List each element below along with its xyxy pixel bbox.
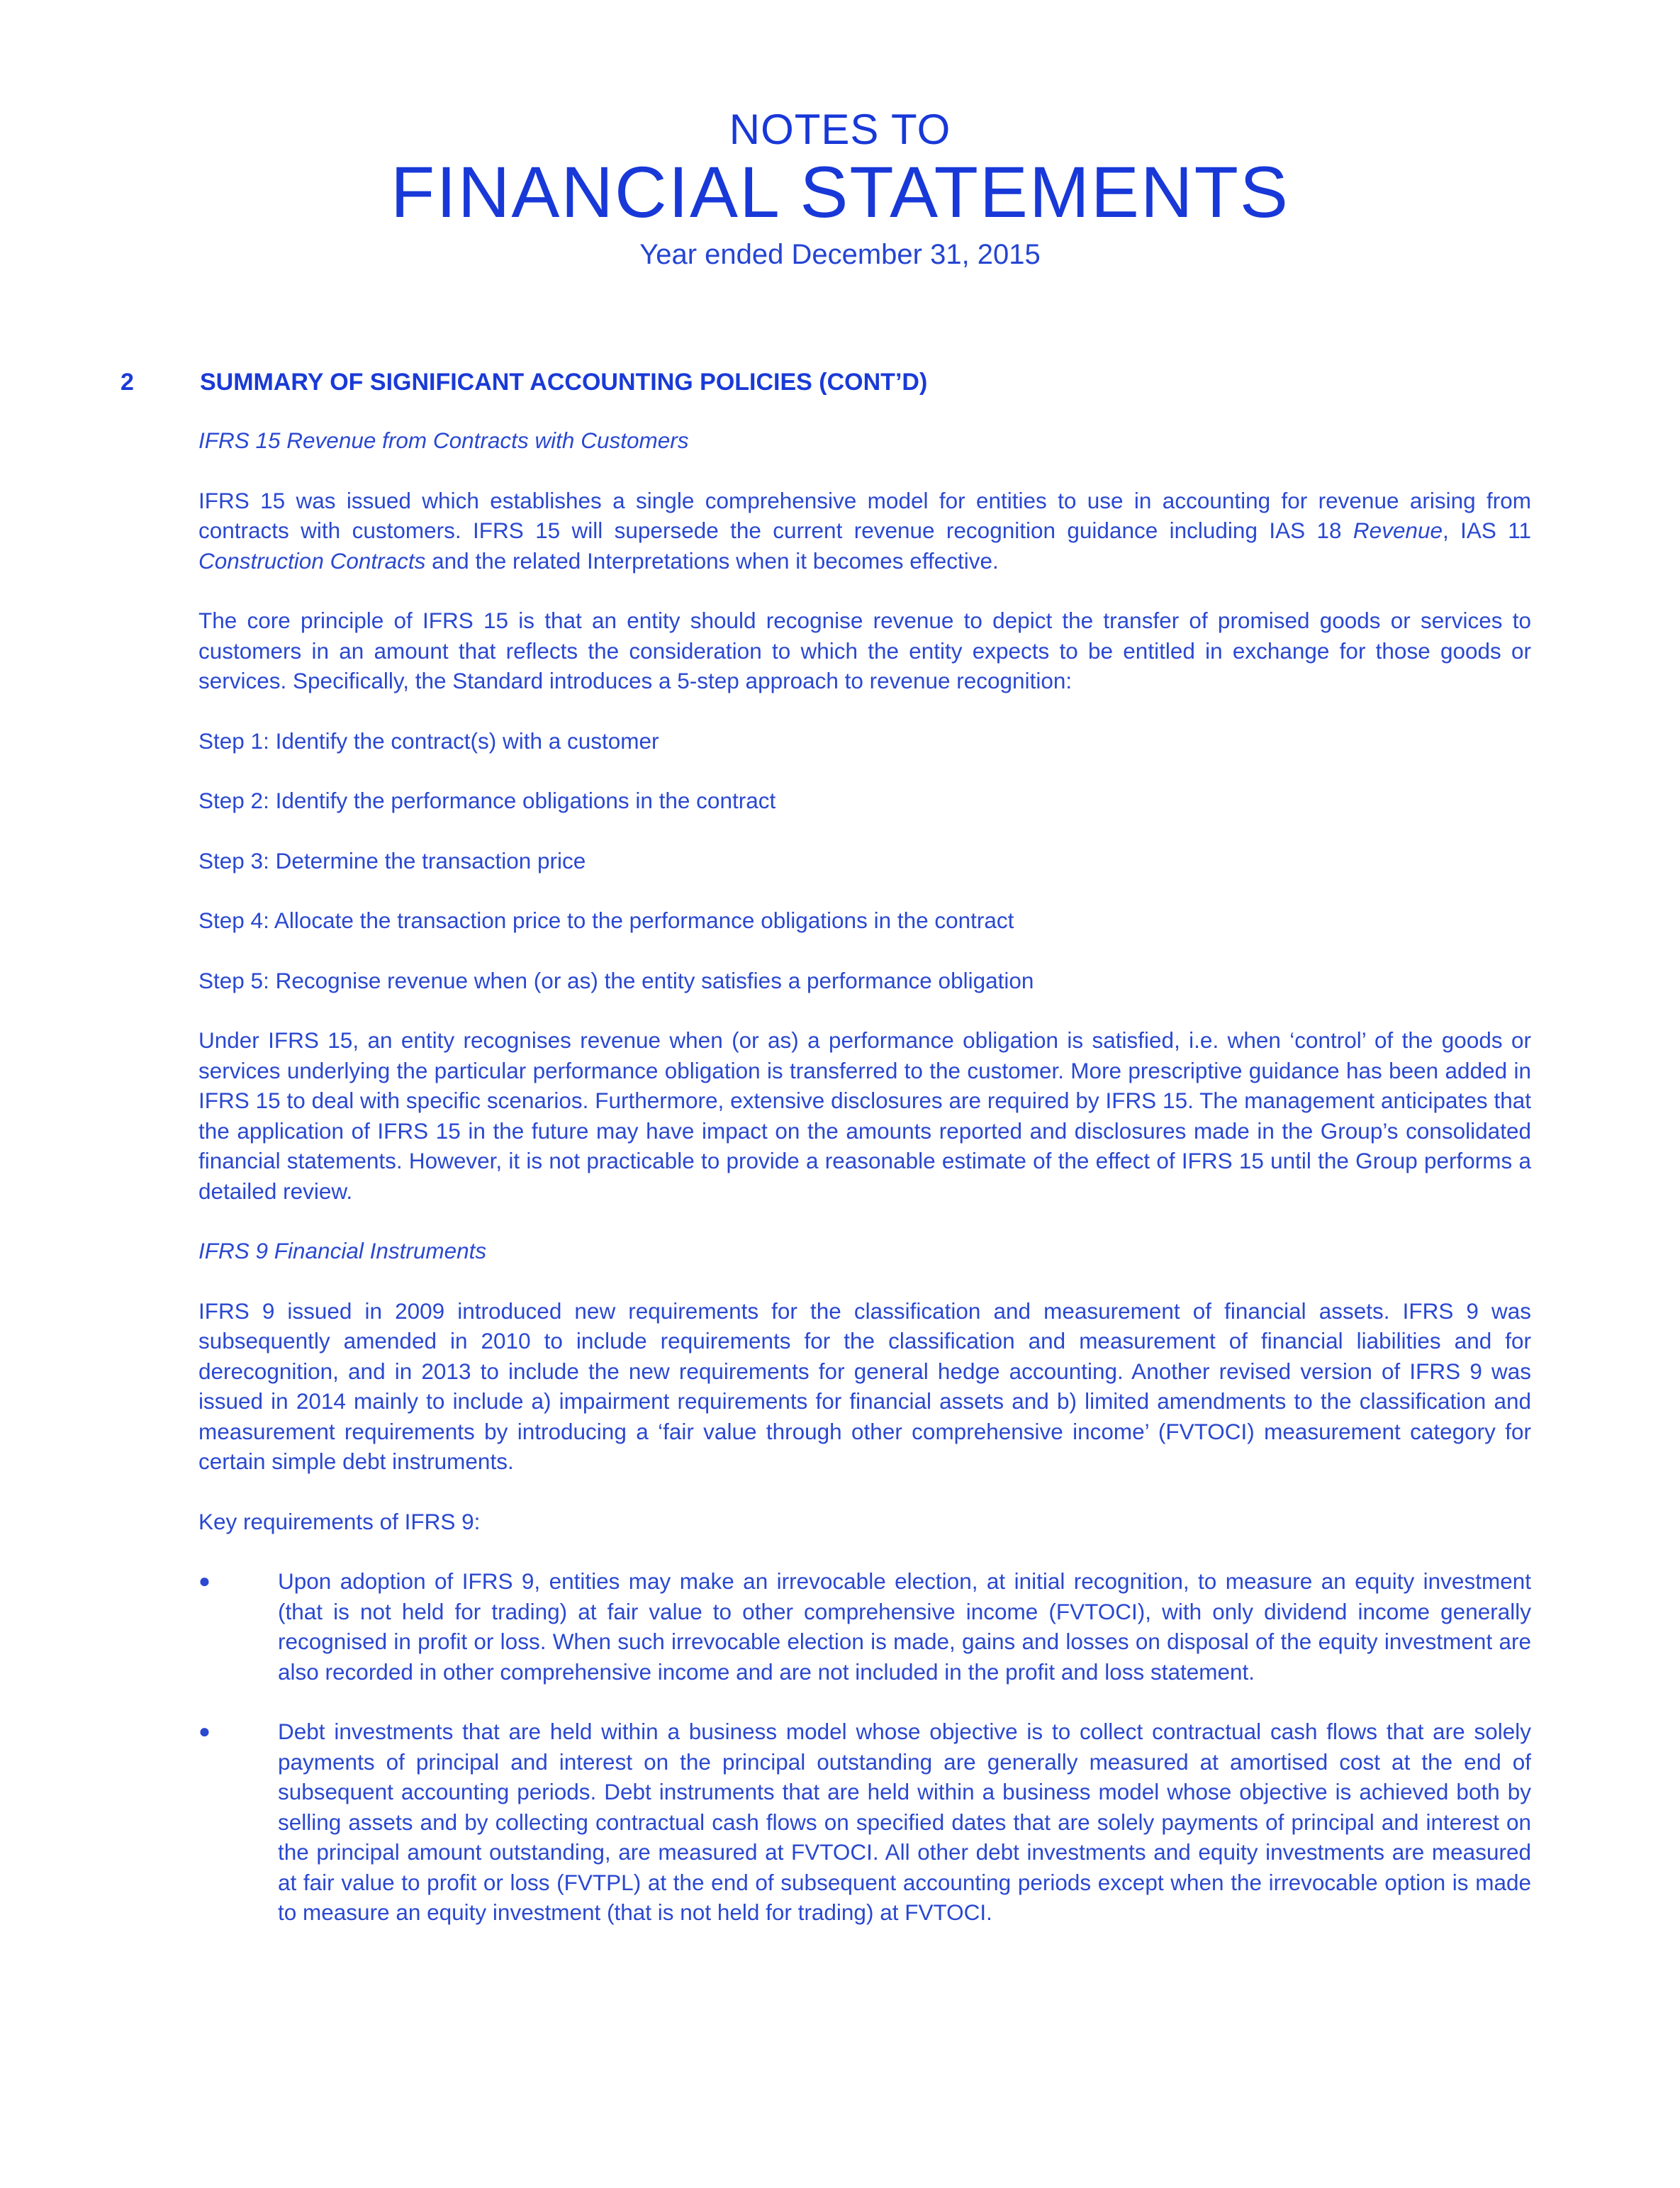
ifrs15-paragraph-3: Under IFRS 15, an entity recognises revenue when (or as) a performance obligation is satisfied, i.e. when ‘control’ of the goods or services underlying the particular performance obligation is transferred to the customer. More prescriptive guidance has been added in IFRS 15 to deal with specific scenarios. Furthermore, extensive disclosures are required by IFRS 15. The management anticipates that the application of IFRS 15 in the future may have impact on the amounts reported and disclosures made in the Group’s consolidated financial statements. However, it is not practicable to provide a reasonable estimate of the effect of IFRS 15 until the Group performs a detailed review. — [198, 1027, 1531, 1204]
bullet-item — [198, 1566, 1531, 1687]
bullet-dot-icon: ● — [198, 1720, 211, 1742]
step-3: Step 3: Determine the transaction price — [198, 847, 586, 873]
ifrs9-paragraph-1: IFRS 9 issued in 2009 introduced new requirements for the classification and measurement of financial assets. IFRS 9 was subsequently amended in 2010 to include requirements for the classification and measurement of financial liabilities and for derecognition, and in 2013 to include the new requirements for general hedge accounting. Another revised version of IFRS 9 was issued in 2014 mainly to include a) impairment requirements for financial assets and b) limited amendments to the classification and measurement requirements by introducing a ‘fair value through other comprehensive income’ (FVTOCI) measurement category for certain simple debt instruments. — [198, 1297, 1531, 1474]
bullet-text: Debt investments that are held within a business model whose objective is to collect contractual cash flows that are solely payments of principal and interest on the principal outstanding are generally measured at amortised cost at the end of subsequent accounting periods. Debt instruments that are held within a business model whose objective is achieved both by selling assets and by collecting contractual cash flows on specified dates that are solely payments of principal and interest on the principal amount outstanding, are measured at FVTOCI. All other debt investments and equity investments are measured at fair value to profit or loss (FVTPL) at the end of subsequent accounting periods except when the irrevocable option is made to measure an equity investment (that is not held for trading) at FVTOCI. — [278, 1719, 1531, 1925]
ifrs9-subheading: IFRS 9 Financial Instruments — [198, 1238, 487, 1263]
ifrs15-p1-text-c: and the related Interpretations when it becomes effective. — [425, 547, 999, 574]
ifrs15-p1-italic-revenue: Revenue — [1353, 518, 1443, 543]
ifrs15-paragraph-2: The core principle of IFRS 15 is that an entity should recognise revenue to depict the transfer of promised goods or services to customers in an amount that reflects the consideration to which the entity expects to be entitled in exchange for those goods or services. Specifically, the Standard introduces a 5-step approach to revenue recognition: — [198, 608, 1531, 693]
bullet-item — [198, 1717, 1531, 1928]
header-title: FINANCIAL STATEMENTS — [391, 152, 1289, 233]
ifrs15-p1-text-b: , IAS 11 — [1443, 518, 1531, 543]
step-2: Step 2: Identify the performance obligations in the contract — [198, 788, 776, 813]
ifrs15-p1-text-a: IFRS 15 was issued which establishes a single comprehensive model for entities to use in accounting for revenue arising from contracts with customers. IFRS 15 will supersede the current revenue recognition guidance including IAS 18 — [198, 487, 1531, 543]
document-body — [198, 425, 1531, 1958]
section-number: 2 — [121, 369, 134, 396]
page-header — [0, 106, 1680, 272]
header-notes-to: NOTES TO — [729, 106, 951, 153]
ifrs15-p1-italic-construction: Construction Contracts — [198, 547, 426, 574]
ifrs15-subheading: IFRS 15 Revenue from Contracts with Customers — [198, 428, 689, 453]
bullet-text: Upon adoption of IFRS 9, entities may make an irrevocable election, at initial recognition, to measure an equity investment (that is not held for trading) at fair value to other comprehensive income (FVTOCI), with only dividend income generally recognised in profit or loss. When such irrevocable election is made, gains and losses on disposal of the equity investment are also recorded in other comprehensive income and are not included in the profit and loss statement. — [278, 1568, 1531, 1685]
bullet-dot-icon: ● — [198, 1570, 211, 1592]
step-4: Step 4: Allocate the transaction price to the performance obligations in the contract — [198, 908, 1014, 933]
step-5: Step 5: Recognise revenue when (or as) the entity satisfies a performance obligation — [198, 967, 1034, 993]
section-heading: SUMMARY OF SIGNIFICANT ACCOUNTING POLICIES (CONT’D) — [200, 369, 928, 396]
ifrs15-paragraph-1 — [198, 486, 1531, 576]
header-period: Year ended December 31, 2015 — [639, 239, 1041, 270]
ifrs9-key-requirements: Key requirements of IFRS 9: — [198, 1508, 481, 1534]
step-1: Step 1: Identify the contract(s) with a customer — [198, 727, 659, 754]
